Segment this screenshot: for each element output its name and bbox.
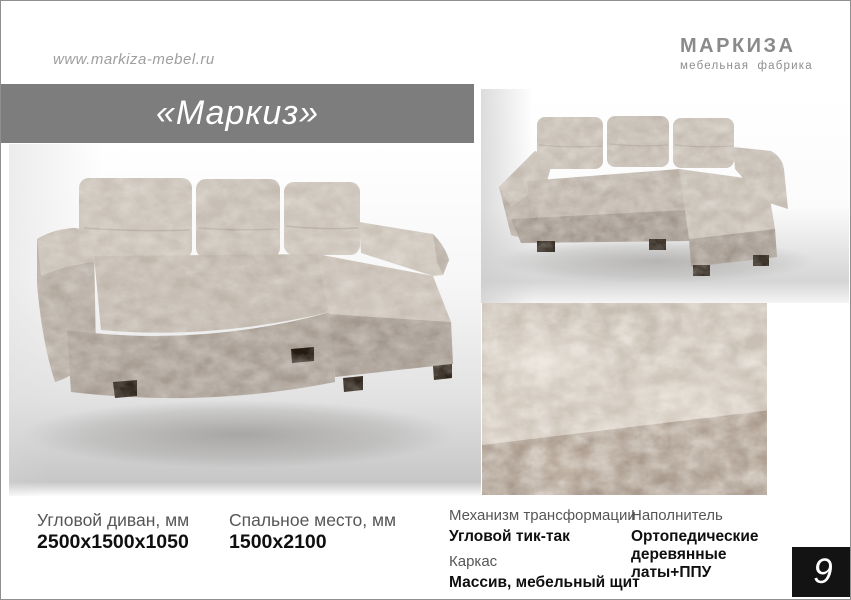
spec-label: Каркас <box>449 553 498 570</box>
page-number-badge <box>792 547 850 597</box>
corner-sofa-illustration <box>9 144 481 496</box>
spec-label: Угловой диван, мм <box>37 510 190 530</box>
spec-label: Наполнитель <box>631 507 723 524</box>
brand-logo <box>680 35 813 72</box>
spec-filler <box>631 507 791 582</box>
brand-tagline: мебельная фабрика <box>680 60 813 72</box>
sofa-photo-secondary <box>481 89 849 303</box>
corner-sofa-angle-illustration <box>481 89 849 303</box>
spec-bed-dimensions <box>229 511 396 551</box>
spec-frame <box>449 553 640 592</box>
spec-label: Спальное место, мм <box>229 510 397 530</box>
spec-value: Ортопедические деревянные латы+ППУ <box>631 528 759 581</box>
spec-mechanism <box>449 507 636 546</box>
website-url: www.markiza-mebel.ru <box>53 51 215 68</box>
spec-value: 2500x1500x1050 <box>37 531 189 553</box>
model-title: «Маркиз» <box>155 94 320 132</box>
brand-name: МАРКИЗА <box>680 35 796 57</box>
spec-label: Механизм трансформации <box>449 507 636 524</box>
spec-value: 1500x2100 <box>229 531 327 553</box>
model-title-banner <box>1 84 474 143</box>
spec-value: Угловой тик-так <box>449 528 570 545</box>
page-number: 9 <box>813 552 833 591</box>
spec-sofa-dimensions <box>37 511 189 551</box>
fabric-closeup-photo <box>482 303 767 495</box>
spec-value: Массив, мебельный щит <box>449 574 640 591</box>
fabric-texture-overlay <box>482 303 767 495</box>
sofa-photo-main <box>9 144 481 496</box>
